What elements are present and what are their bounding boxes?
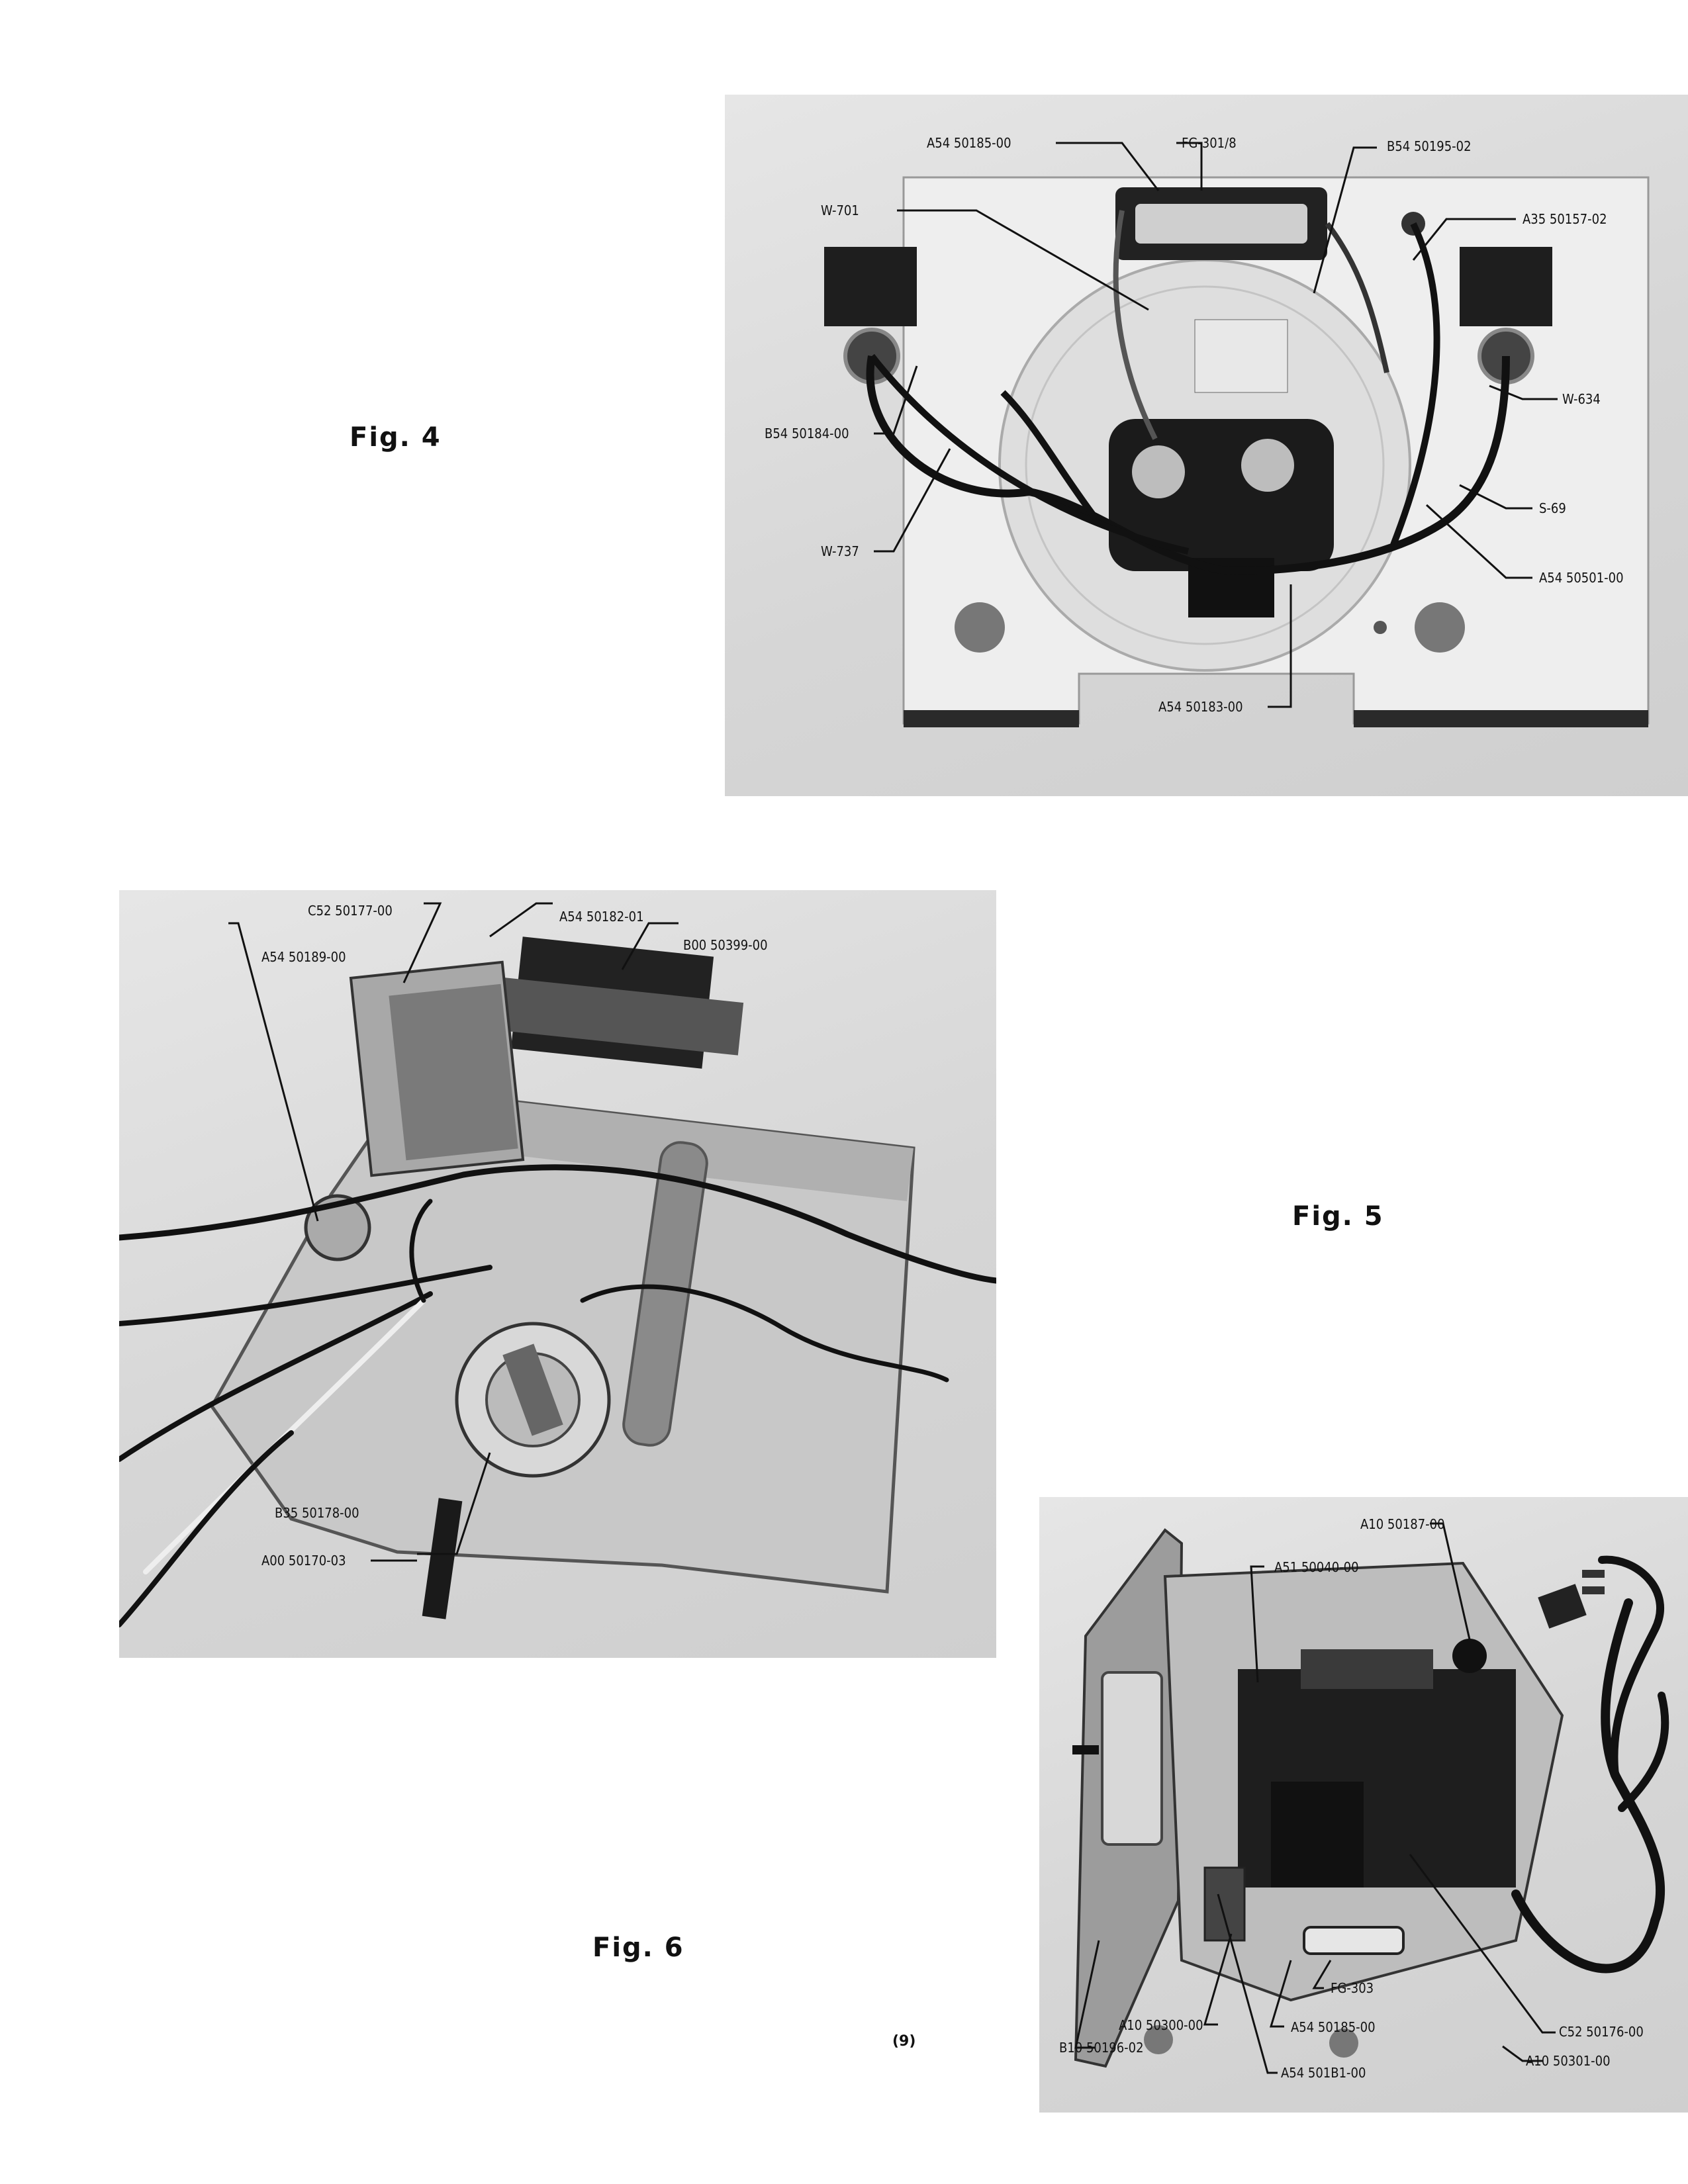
callout-w-634: W-634 bbox=[1562, 391, 1601, 407]
callout-a10-50301-00: A10 50301-00 bbox=[1526, 2053, 1611, 2069]
callout-b10-50196-02: B10 50196-02 bbox=[1059, 2040, 1144, 2056]
callout-b54-50184-00: B54 50184-00 bbox=[765, 426, 849, 441]
fig4-photo bbox=[725, 95, 1688, 796]
callout-w-701: W-701 bbox=[821, 203, 859, 218]
callout-b54-50195-02: B54 50195-02 bbox=[1387, 138, 1472, 154]
callout-c52-50176-00: C52 50176-00 bbox=[1559, 2024, 1644, 2040]
fig4-label: Fig. 4 bbox=[350, 422, 442, 453]
callout-w-737: W-737 bbox=[821, 543, 859, 559]
fig4-illustration bbox=[725, 95, 1688, 796]
callout-fg-301-8: FG-301/8 bbox=[1182, 135, 1237, 151]
callout-b35-50178-00: B35 50178-00 bbox=[275, 1505, 359, 1521]
page-number: (9) bbox=[892, 2033, 916, 2050]
fig6-label: Fig. 6 bbox=[592, 1933, 684, 1963]
callout-a54-50183-00: A54 50183-00 bbox=[1158, 699, 1243, 715]
callout-a54-50185-00: A54 50185-00 bbox=[927, 135, 1011, 151]
callout-a35-50157-02: A35 50157-02 bbox=[1523, 211, 1607, 227]
callout-b00-50399-00: B00 50399-00 bbox=[683, 937, 768, 953]
fig5-photo bbox=[1039, 1497, 1688, 2113]
callout-a54-50189-00: A54 50189-00 bbox=[261, 949, 346, 965]
callout-a00-50170-03: A00 50170-03 bbox=[261, 1553, 346, 1569]
callout-s-69: S-69 bbox=[1539, 500, 1566, 516]
fig6-illustration bbox=[119, 890, 996, 1658]
callout-a54-50182-01: A54 50182-01 bbox=[559, 909, 644, 925]
callout-a54-501b1-00: A54 501B1-00 bbox=[1281, 2065, 1366, 2081]
callout-a10-50300-00: A10 50300-00 bbox=[1119, 2017, 1203, 2033]
callout-a51-50040-00: A51 50040-00 bbox=[1274, 1559, 1359, 1575]
callout-c52-50177-00: C52 50177-00 bbox=[308, 903, 393, 919]
callout-a10-50187-00: A10 50187-00 bbox=[1360, 1516, 1445, 1532]
callout-a54-50185-00-fig5: A54 50185-00 bbox=[1291, 2019, 1376, 2035]
fig5-label: Fig. 5 bbox=[1292, 1201, 1384, 1232]
callout-fg-303: FG-303 bbox=[1331, 1980, 1374, 1996]
fig6-photo bbox=[119, 890, 996, 1658]
callout-a54-50501-00: A54 50501-00 bbox=[1539, 570, 1624, 586]
